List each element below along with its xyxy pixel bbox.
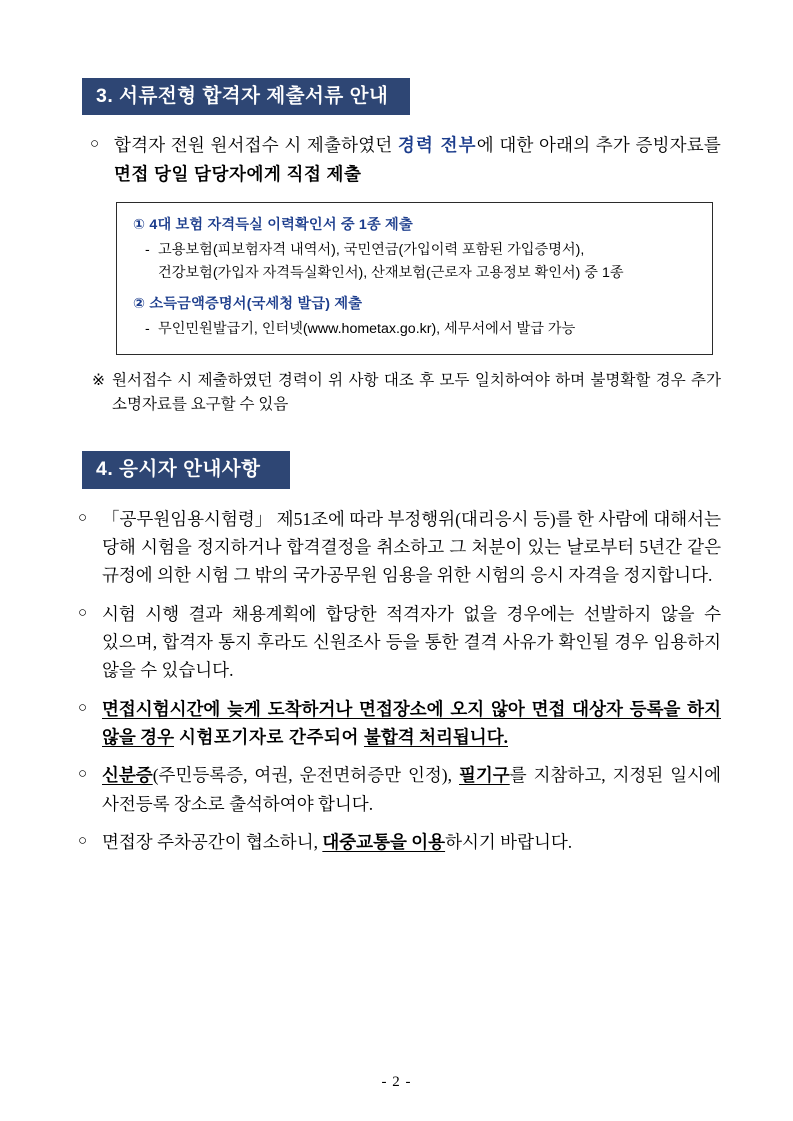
doc-item-2-line-1-text: 무인민원발급기, 인터넷(www.hometax.go.kr), 세무서에서 발급 가능 xyxy=(158,321,576,338)
page-footer xyxy=(0,1074,793,1091)
required-documents-box xyxy=(116,202,713,355)
segment-1: 「공무원임용시험령」 제51조에 따라 부정행위(대리응시 등)를 한 사람에 대해서는 당해 시험을 정지하거나 합격결정을 취소하고 그 처분이 있는 날로부터 5년간 같은 규정에 의한 시험 그 밖의 국가공무원 임용을 위한 시험의 응시 자격을 정지합니다. xyxy=(102,508,721,586)
dash-marker: - xyxy=(145,242,150,259)
section-4-item-5-text xyxy=(102,828,721,856)
section-4-item-5 xyxy=(78,828,721,856)
section-4-item-2-text xyxy=(102,600,721,685)
section-3 xyxy=(72,78,721,417)
section-4 xyxy=(72,451,721,856)
doc-item-1-line-1-text: 고용보험(피보험자격 내역서), 국민연금(가입이력 포함된 가입증명서), xyxy=(158,242,585,259)
bullet-marker: ○ xyxy=(78,766,88,783)
segment-1: 시험 시행 결과 채용계획에 합당한 적격자가 없을 경우에는 선발하지 않을 수 있으며, 합격자 통지 후라도 신원조사 등을 통한 결격 사유가 확인될 경우 임용하지 않을 수 있습니다. xyxy=(102,603,721,681)
segment-1: 면접시험시간에 늦게 도착하거나 면접장소에 오지 않아 면접 대상자 등록을 하지 않을 경우 xyxy=(102,698,721,747)
dash-marker: - xyxy=(145,321,150,338)
segment-2: 대중교통을 이용 xyxy=(322,832,446,852)
segment-1: 신분증 xyxy=(102,765,153,786)
doc-item-1-line-1 xyxy=(145,239,696,261)
segment-3: 하시기 바랍니다. xyxy=(445,832,573,852)
section-4-item-4-text xyxy=(102,761,721,818)
section-4-heading: 4. 응시자 안내사항 xyxy=(82,451,290,488)
doc-item-2-heading: ② 소득금액증명서(국세청 발급) 제출 xyxy=(133,296,363,313)
intro-highlight: 경력 전부 xyxy=(397,135,477,156)
section-3-intro-text xyxy=(114,131,721,188)
segment-4: 를 지참하고, 지정된 일시에 사전등록 장소로 출석하여야 합니다. xyxy=(102,765,721,814)
bullet-marker: ○ xyxy=(78,509,88,526)
intro-part-1: 합격자 전원 원서접수 시 제출하였던 xyxy=(114,135,398,156)
segment-2: (주민등록증, 여권, 운전면허증만 인정), xyxy=(152,765,459,786)
bullet-marker: ○ xyxy=(78,604,88,621)
section-4-item-4 xyxy=(78,761,721,818)
section-4-item-1 xyxy=(78,505,721,590)
section-4-item-2 xyxy=(78,600,721,685)
bullet-marker: ○ xyxy=(78,699,88,716)
segment-3: 필기구 xyxy=(459,765,510,786)
section-3-note-text: 원서접수 시 제출하였던 경력이 위 사항 대조 후 모두 일치하여야 하며 불명확할 경우 추가 소명자료를 요구할 수 있음 xyxy=(112,372,721,414)
intro-bold: 면접 당일 담당자에게 직접 제출 xyxy=(114,163,362,184)
section-3-note xyxy=(92,369,721,417)
doc-item-2-line-1 xyxy=(145,318,696,340)
doc-item-1-heading: ① 4대 보험 자격득실 이력확인서 중 1종 제출 xyxy=(133,217,413,234)
segment-1: 면접장 주차공간이 협소하니, xyxy=(102,832,323,852)
section-4-item-3 xyxy=(78,695,721,752)
intro-part-2: 에 대한 아래의 추가 증빙자료를 xyxy=(476,135,721,156)
section-4-item-1-text xyxy=(102,505,721,590)
segment-2: 시험포기자로 간주되어 xyxy=(174,726,364,747)
section-4-item-3-text xyxy=(102,695,721,752)
page-number: - 2 - xyxy=(381,1074,412,1090)
note-marker: ※ xyxy=(92,372,105,390)
bullet-marker: ○ xyxy=(90,136,100,153)
section-4-list xyxy=(72,505,721,857)
bullet-marker: ○ xyxy=(78,833,88,849)
segment-3: 불합격 처리됩니다. xyxy=(363,726,508,747)
section-3-heading: 3. 서류전형 합격자 제출서류 안내 xyxy=(82,78,410,115)
section-3-intro xyxy=(90,131,721,188)
doc-item-1-line-2: 건강보험(가입자 자격득실확인서), 산재보험(근로자 고용정보 확인서) 중 1종 xyxy=(158,265,624,282)
